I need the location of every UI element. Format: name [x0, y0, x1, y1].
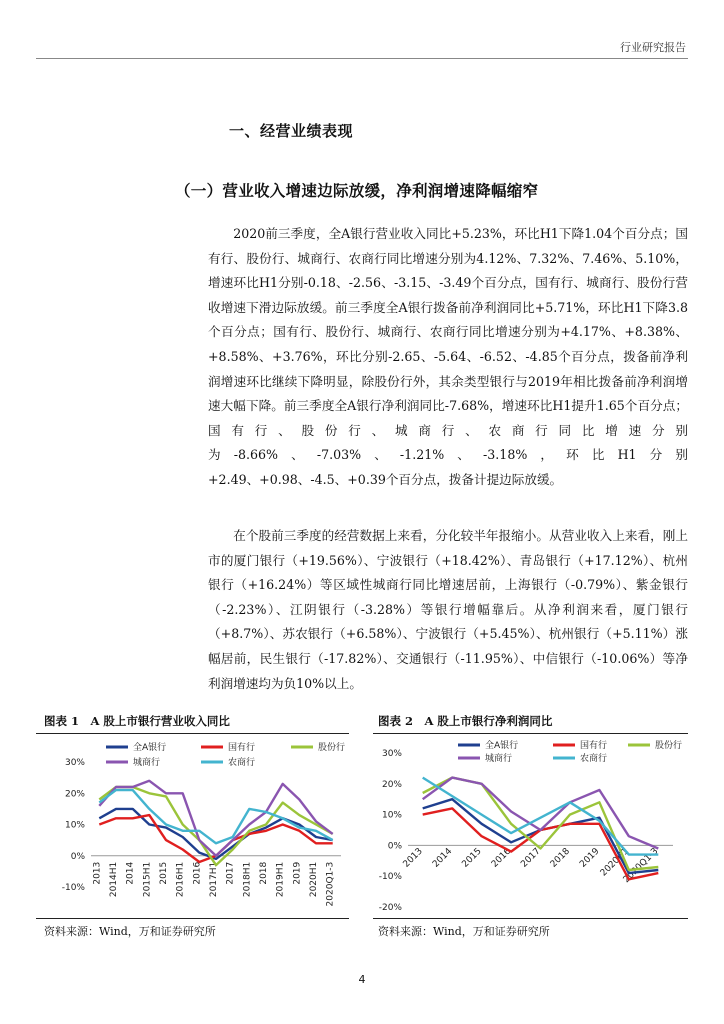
y-tick-label: 0% — [387, 841, 402, 852]
x-tick-label: 2013 — [401, 846, 425, 870]
y-tick-label: -20% — [378, 903, 402, 913]
x-tick-label: 2017 — [225, 861, 236, 885]
y-tick-label: 30% — [64, 758, 85, 768]
series-line-农商行 — [423, 778, 659, 855]
y-tick-label: 10% — [64, 820, 85, 831]
legend-label: 城商行 — [485, 754, 513, 764]
x-tick-label: 2016H1 — [175, 861, 186, 898]
y-tick-label: -10% — [61, 883, 85, 893]
y-tick-label: 30% — [381, 749, 402, 759]
header-divider — [36, 58, 688, 59]
series-line-全A银行 — [423, 799, 659, 873]
legend-label: 股份行 — [318, 743, 346, 753]
figure-1-title: 图表 1 A 股上市银行营业收入同比 — [44, 714, 230, 728]
y-tick-label: -10% — [378, 872, 402, 883]
x-tick-label: 2019H1 — [275, 861, 286, 898]
legend-label: 城商行 — [133, 758, 161, 768]
x-tick-label: 2019 — [578, 846, 602, 870]
page-number: 4 — [358, 973, 366, 986]
figure-2-bottom-rule — [373, 918, 688, 919]
y-tick-label: 0% — [70, 851, 85, 862]
y-tick-label: 20% — [381, 779, 402, 790]
x-tick-label: 2014 — [431, 846, 455, 870]
section-heading: 一、经营业绩表现 — [229, 122, 354, 140]
x-tick-label: 2020H1 — [598, 846, 631, 879]
legend-label: 农商行 — [228, 758, 256, 768]
report-type-label: 行业研究报告 — [620, 41, 686, 54]
x-tick-label: 2018 — [548, 846, 573, 870]
figure-2-source: 资料来源：Wind，万和证券研究所 — [378, 925, 550, 938]
x-tick-label: 2020Q1-3 — [621, 846, 661, 886]
x-tick-label: 2020H1 — [309, 861, 319, 898]
figure-2-top-rule — [373, 733, 688, 734]
legend-label: 农商行 — [580, 754, 608, 764]
x-tick-label: 2020Q1-3 — [325, 861, 336, 907]
x-tick-label: 2017 — [519, 846, 543, 870]
series-line-全A银行 — [99, 809, 332, 859]
x-tick-label: 2017H1 — [209, 861, 219, 898]
x-tick-label: 2015 — [159, 861, 169, 885]
figure-1-source: 资料来源：Wind，万和证券研究所 — [44, 925, 216, 938]
x-tick-label: 2016 — [489, 846, 514, 870]
x-tick-label: 2016 — [192, 861, 203, 885]
series-line-股份行 — [423, 778, 659, 870]
x-tick-label: 2015 — [460, 846, 484, 870]
body-paragraph-2: 在个股前三季度的经营数据上来看，分化较半年报缩小。从营业收入上来看，刚上市的厦门银行（+19.56%）、宁波银行（+18.42%）、青岛银行（+17.12%）、杭州银行（+16.24%）等区域性城商行同比增速居前，上海银行（-0.79%）、紫金银行（-2.23%）、江阴银行（-3.28%）等银行增幅靠后。从净利润来看，厦门银行（+8.7%）、苏农银行（+6.58%）、宁波银行（+5.45%）、杭州银行（+5.11%）涨幅居前，民生银行（-17.82%）、交通银行（-11.95%）、中信银行（-10.06%）等净利润增速均为负10%以上。 — [208, 528, 688, 691]
legend-label: 国有行 — [228, 743, 256, 753]
section-subheading: （一）营业收入增速边际放缓，净利润增速降幅缩窄 — [175, 181, 539, 200]
y-tick-label: 10% — [381, 810, 402, 821]
figure-2-title: 图表 2 A 股上市银行净利润同比 — [378, 714, 553, 728]
legend-label: 全A银行 — [485, 741, 519, 751]
x-tick-label: 2018 — [259, 861, 269, 885]
body-paragraph-1: 2020前三季度，全A银行营业收入同比+5.23%，环比H1下降1.04个百分点；国有行、股份行、城商行、农商行同比增速分别为4.12%、7.32%、7.46%、5.10%，增速环比H1分别-0.18、-2.56、-3.15、-3.49个百分点，国有行、城商行、股份行营收增速下滑边际放缓。前三季度全A银行拨备前净利润同比+5.71%，环比H1下降3.8个百分点；国有行、股份行、城商行、农商行同比增速分别为+4.17%、+8.38%、+8.58%、+3.76%，环比分别-2.65、-5.64、-6.52、-4.85个百分点，拨备前净利润增速环比继续下降明显，除股份行外，其余类型银行与2019年相比拨备前净利润增速大幅下降。前三季度全A银行净利润同比-7.68%，增速环比H1提升1.65个百分点；国有行、股份行、城商行、农商行同比增速分别为-8.66%、-7.03%、-1.21%、-3.18%，环比H1分别+2.49、+0.98、-4.5、+0.39个百分点，拨备计提边际放缓。 — [208, 226, 688, 487]
net-profit-growth-chart — [373, 735, 688, 917]
x-tick-label: 2014H1 — [109, 861, 119, 898]
figure-1-top-rule — [36, 733, 349, 734]
legend-label: 全A银行 — [133, 743, 167, 753]
x-tick-label: 2013 — [92, 861, 103, 885]
y-tick-label: 20% — [64, 789, 85, 800]
x-tick-label: 2018H1 — [242, 861, 253, 898]
legend-label: 股份行 — [655, 741, 683, 751]
revenue-growth-chart — [36, 735, 349, 917]
x-tick-label: 2014 — [125, 861, 136, 885]
legend-label: 国有行 — [580, 741, 608, 751]
x-tick-label: 2015H1 — [142, 861, 153, 898]
figure-1-bottom-rule — [36, 918, 349, 919]
x-tick-label: 2019 — [292, 861, 303, 885]
